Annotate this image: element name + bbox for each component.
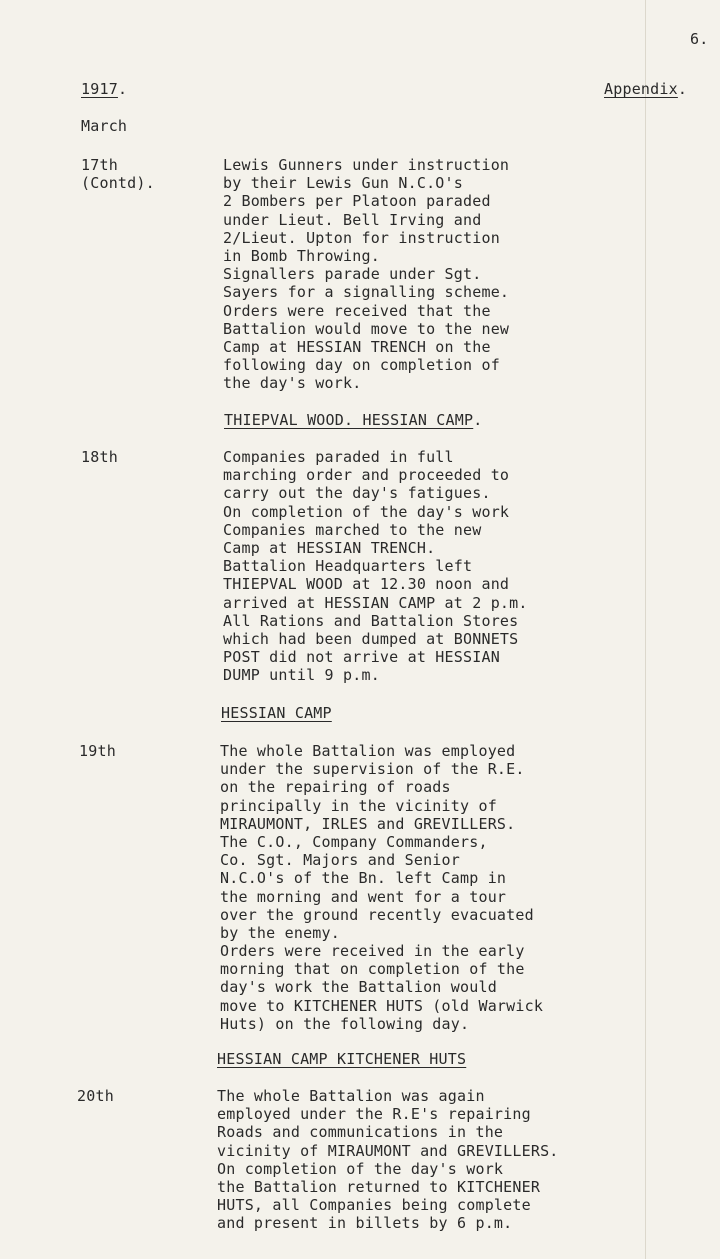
text-line: under Lieut. Bell Irving and: [223, 210, 482, 229]
text-line: by their Lewis Gun N.C.O's: [223, 174, 463, 193]
text-line: Roads and communications in the: [217, 1123, 504, 1142]
date-line: 19th: [79, 742, 116, 760]
text-line: Companies paraded in full: [223, 448, 454, 466]
text-line: 2/Lieut. Upton for instruction: [223, 228, 500, 247]
section-heading-hessian-camp: [221, 704, 332, 722]
month-label: March: [81, 117, 128, 135]
text-line: Signallers parade under Sgt.: [223, 265, 482, 284]
year-text: 1917: [81, 80, 118, 98]
text-line: following day on completion of: [223, 356, 500, 375]
entry-text-20th: [217, 1087, 559, 1233]
heading-text: THIEPVAL WOOD. HESSIAN CAMP: [224, 411, 474, 429]
text-line: principally in the vicinity of: [220, 796, 497, 815]
text-line: arrived at HESSIAN CAMP at 2 p.m.: [223, 593, 528, 612]
text-line: the Battalion returned to KITCHENER: [217, 1177, 541, 1196]
text-line: On completion of the day's work: [217, 1159, 504, 1178]
text-line: employed under the R.E's repairing: [217, 1105, 531, 1124]
date-line: 18th: [81, 448, 118, 466]
entry-text-17th: [223, 156, 509, 392]
text-line: on the repairing of roads: [220, 778, 451, 797]
text-line: which had been dumped at BONNETS: [223, 629, 519, 648]
text-line: DUMP until 9 p.m.: [223, 666, 380, 685]
text-line: in Bomb Throwing.: [223, 246, 380, 265]
text-line: morning that on completion of the: [220, 960, 525, 979]
entry-date-18th: [81, 448, 118, 466]
text-line: vicinity of MIRAUMONT and GREVILLERS.: [217, 1141, 559, 1160]
entry-date-19th: [79, 742, 116, 760]
date-line: 17th: [81, 156, 118, 174]
text-line: The C.O., Company Commanders,: [220, 832, 488, 851]
text-line: MIRAUMONT, IRLES and GREVILLERS.: [220, 814, 516, 833]
page-number: 6.: [690, 30, 709, 48]
text-line: POST did not arrive at HESSIAN: [223, 648, 500, 667]
entry-text-19th: [220, 742, 543, 1033]
paper-edge-line: [645, 0, 646, 1259]
text-line: the day's work.: [223, 374, 362, 393]
text-line: marching order and proceeded to: [223, 466, 510, 485]
appendix-period: .: [677, 80, 688, 98]
year-heading: [81, 80, 127, 98]
date-line: (Contd).: [81, 174, 155, 193]
text-line: move to KITCHENER HUTS (old Warwick: [220, 996, 544, 1015]
text-line: THIEPVAL WOOD at 12.30 noon and: [223, 575, 510, 594]
text-line: The whole Battalion was employed: [220, 742, 516, 760]
section-heading-kitchener-huts: [217, 1050, 466, 1068]
text-line: under the supervision of the R.E.: [220, 760, 525, 779]
text-line: Sayers for a signalling scheme.: [223, 283, 510, 302]
text-line: the morning and went for a tour: [220, 887, 507, 906]
text-line: HUTS, all Companies being complete: [217, 1196, 531, 1215]
text-line: On completion of the day's work: [223, 502, 510, 521]
text-line: carry out the day's fatigues.: [223, 484, 491, 503]
entry-text-18th: [223, 448, 528, 684]
text-line: The whole Battalion was again: [217, 1087, 485, 1105]
year-period: .: [117, 80, 128, 98]
appendix-heading: [604, 80, 687, 98]
heading-text: HESSIAN CAMP: [221, 704, 332, 722]
text-line: Huts) on the following day.: [220, 1014, 470, 1033]
text-line: All Rations and Battalion Stores: [223, 611, 519, 630]
text-line: by the enemy.: [220, 923, 340, 942]
text-line: Orders were received that the: [223, 301, 491, 320]
appendix-text: Appendix: [604, 80, 678, 98]
section-heading-thiepval-hessian: [224, 411, 482, 429]
text-line: Lewis Gunners under instruction: [223, 156, 510, 174]
text-line: N.C.O's of the Bn. left Camp in: [220, 869, 507, 888]
heading-text: HESSIAN CAMP KITCHENER HUTS: [217, 1050, 467, 1068]
text-line: Battalion Headquarters left: [223, 557, 473, 576]
text-line: over the ground recently evacuated: [220, 905, 534, 924]
text-line: and present in billets by 6 p.m.: [217, 1214, 513, 1233]
heading-suffix: .: [473, 411, 483, 429]
text-line: day's work the Battalion would: [220, 978, 497, 997]
entry-date-20th: [77, 1087, 114, 1105]
text-line: Co. Sgt. Majors and Senior: [220, 851, 460, 870]
text-line: Companies marched to the new: [223, 520, 482, 539]
text-line: Battalion would move to the new: [223, 319, 510, 338]
text-line: Camp at HESSIAN TRENCH.: [223, 538, 436, 557]
text-line: Orders were received in the early: [220, 942, 525, 961]
text-line: 2 Bombers per Platoon paraded: [223, 192, 491, 211]
text-line: Camp at HESSIAN TRENCH on the: [223, 337, 491, 356]
entry-date-17th: [81, 156, 155, 192]
date-line: 20th: [77, 1087, 114, 1105]
